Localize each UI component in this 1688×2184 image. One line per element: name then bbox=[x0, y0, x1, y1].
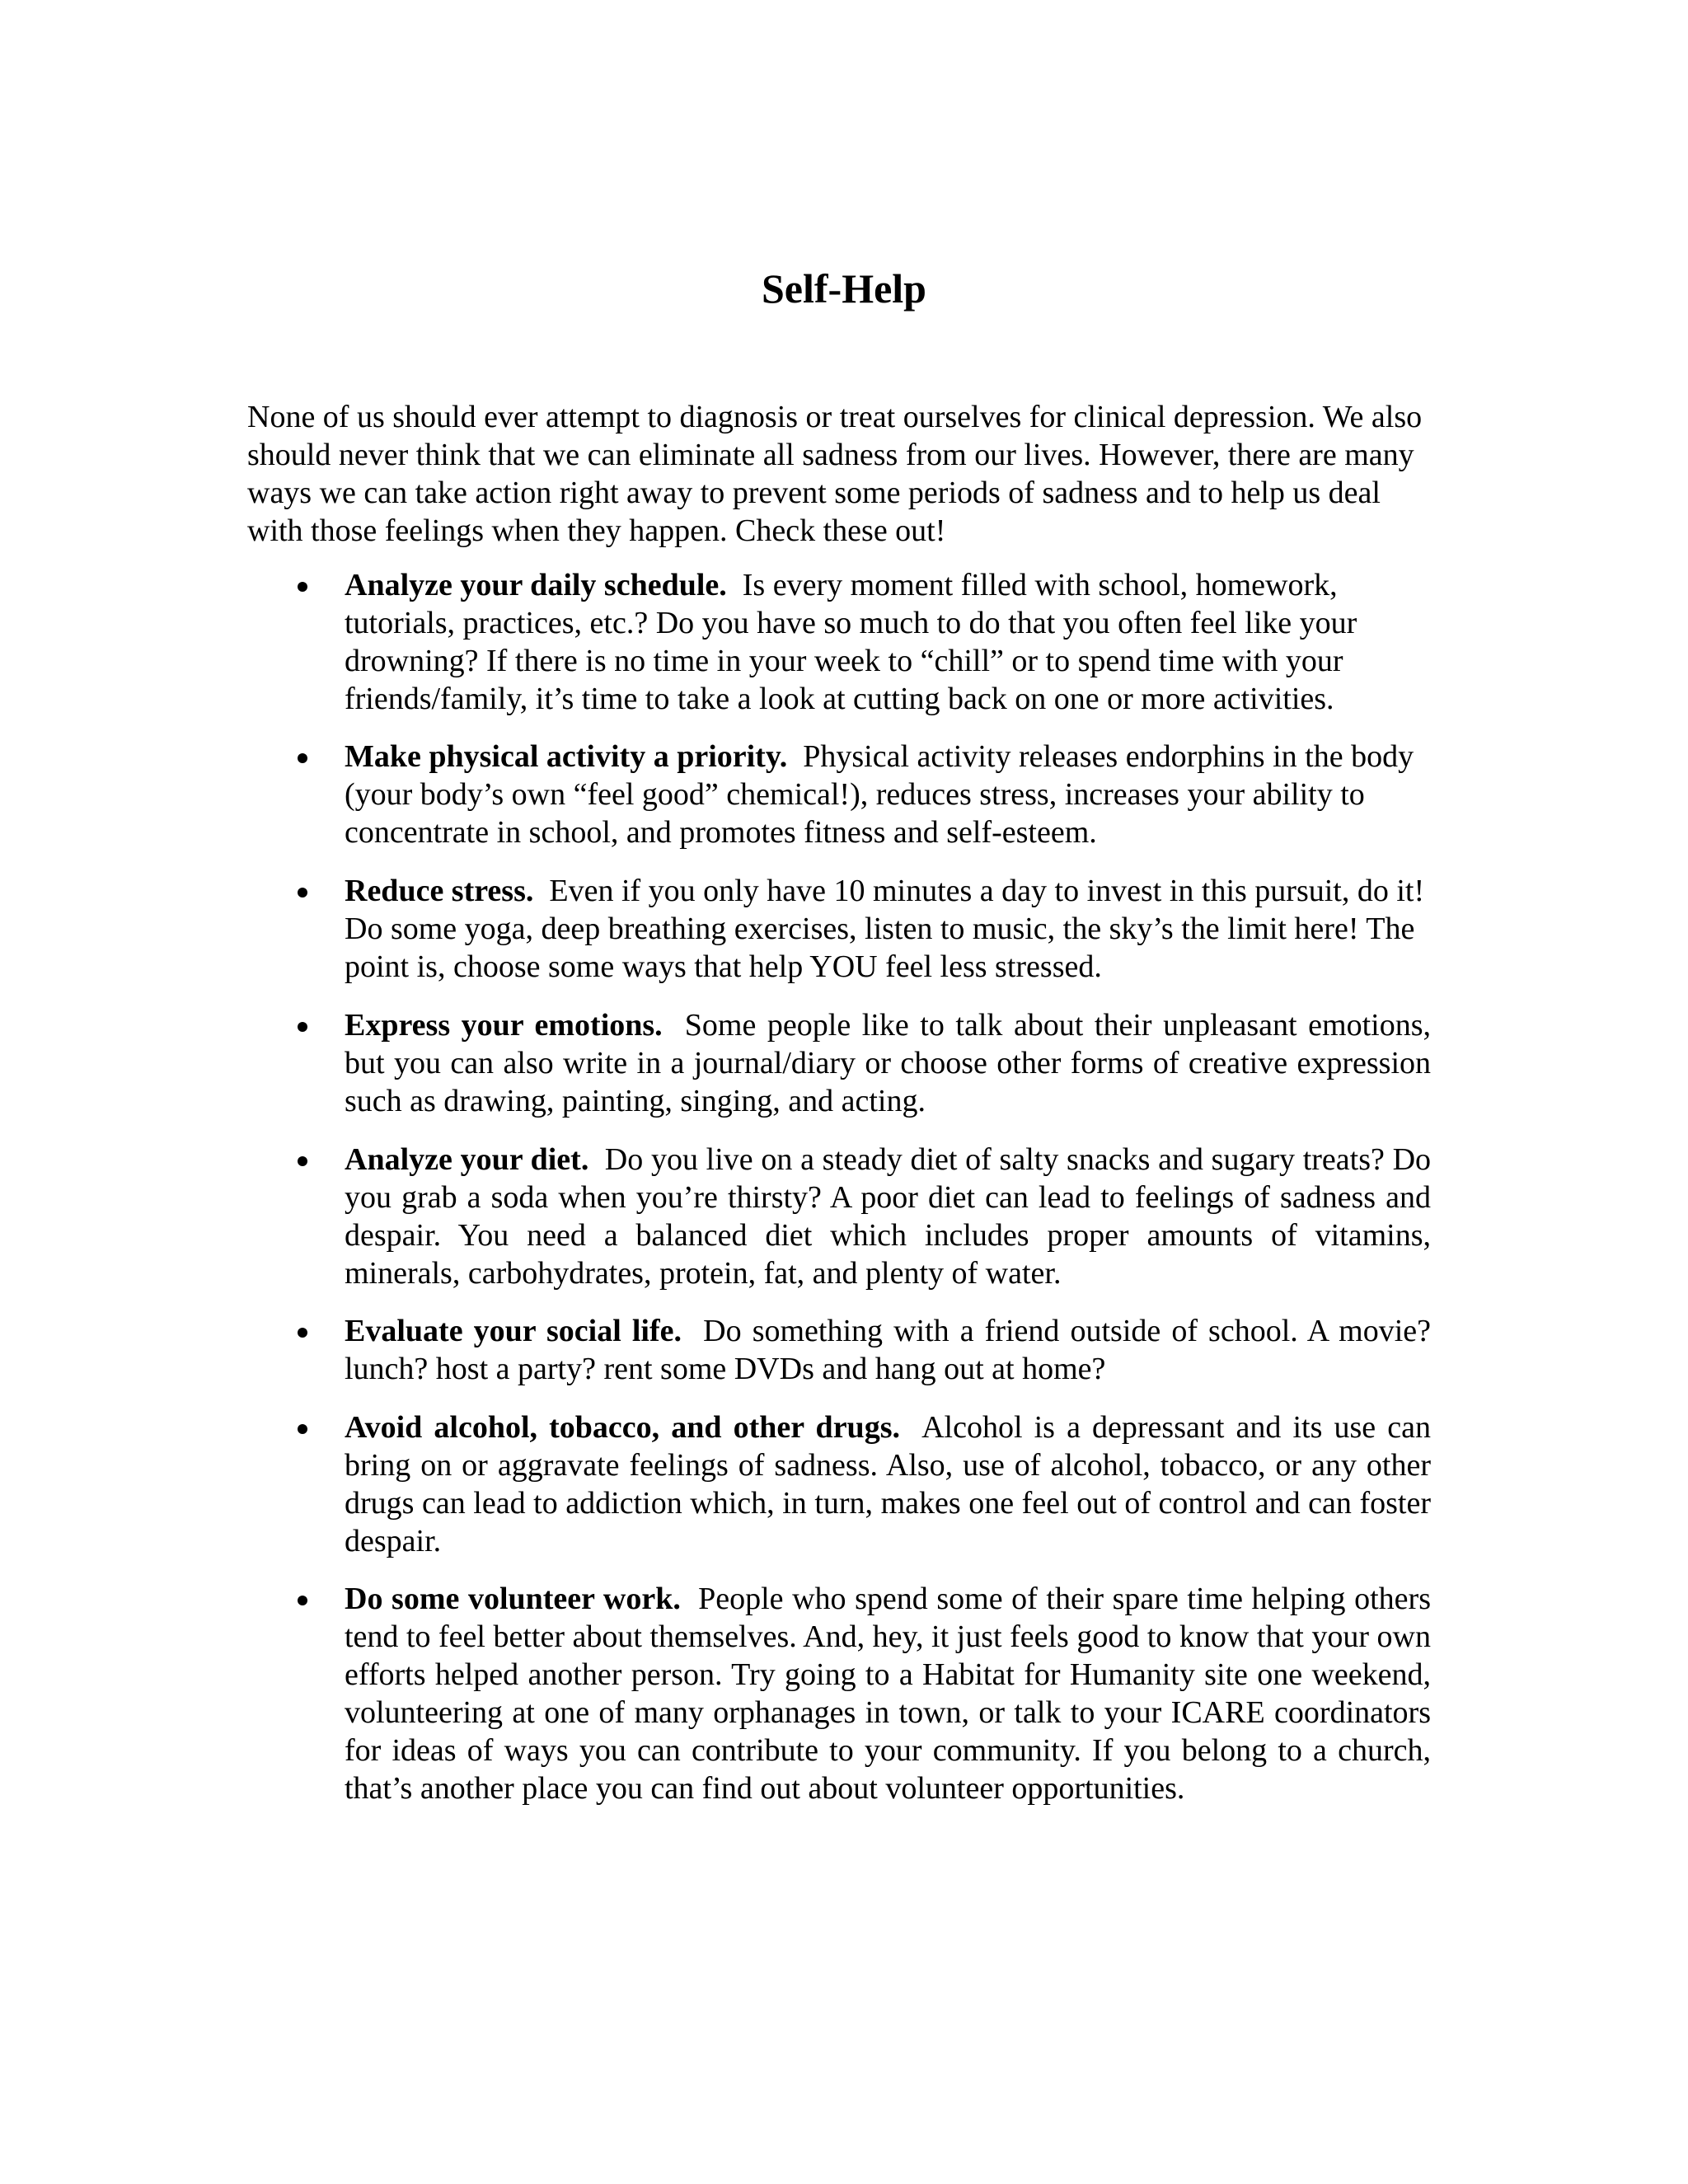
item-heading: Avoid alcohol, tobacco, and other drugs. bbox=[345, 1410, 900, 1445]
item-heading: Express your emotions. bbox=[345, 1008, 663, 1043]
list-item bbox=[345, 1141, 1431, 1292]
item-text: Even if you only have 10 minutes a day to invest in this pursuit, do it! Do some yoga, deep breathing exercises, listen to music, the sky’s the limit here! The point is, choose some ways that help YOU feel less stressed. bbox=[345, 874, 1425, 984]
item-text: Physical activity releases endorphins in the body (your body’s own “feel good” chemical!), reduces stress, increases your ability to concentrate in school, and promotes fitness and self-esteem. bbox=[345, 739, 1414, 850]
item-heading: Analyze your diet. bbox=[345, 1142, 589, 1177]
item-heading: Reduce stress. bbox=[345, 874, 534, 908]
list-item bbox=[345, 872, 1431, 986]
bullet-icon bbox=[298, 1022, 307, 1032]
bullet-icon bbox=[298, 753, 307, 763]
item-text: Alcohol is a depressant and its use can bring on or aggravate feelings of sadness. Also, use of alcohol, tobacco, or any other drugs can lead to addiction which, in turn, makes one feel out of control and can foster despair. bbox=[345, 1410, 1431, 1558]
bullet-icon bbox=[298, 582, 307, 592]
item-text: Some people like to talk about their unpleasant emotions, but you can also write in a journal/diary or choose other forms of creative expression such as drawing, painting, singing, and acting. bbox=[345, 1008, 1431, 1118]
list-item bbox=[345, 566, 1431, 718]
list-item bbox=[345, 1006, 1431, 1120]
item-text: Do something with a friend outside of school. A movie? lunch? host a party? rent some DVDs and hang out at home? bbox=[345, 1314, 1432, 1386]
item-text: Is every moment filled with school, homework, tutorials, practices, etc.? Do you have so much to do that you often feel like your drowning? If there is no time in your week to “chill” or to spend time with your friends/family, it’s time to take a look at cutting back on one or more activities. bbox=[345, 568, 1357, 716]
bullet-icon bbox=[298, 1596, 307, 1605]
item-heading: Evaluate your social life. bbox=[345, 1314, 682, 1348]
bullet-icon bbox=[298, 888, 307, 898]
item-text: Do you live on a steady diet of salty snacks and sugary treats? Do you grab a soda when you’re thirsty? A poor diet can lead to feelings of sadness and despair. You need a balanced diet which includes proper amounts of vitamins, minerals, carbohydrates, protein, fat, and plenty of water. bbox=[345, 1142, 1432, 1291]
item-heading: Analyze your daily schedule. bbox=[345, 568, 727, 602]
bullet-icon bbox=[298, 1424, 307, 1434]
item-heading: Make physical activity a priority. bbox=[345, 739, 788, 774]
intro-paragraph: None of us should ever attempt to diagnosis or treat ourselves for clinical depression. We also should never think that we can eliminate all sadness from our lives. However, there are many ways we can take action right away to prevent some periods of sadness and to help us deal with those feelings when they happen. Check these out! bbox=[247, 400, 1423, 548]
bullet-icon bbox=[298, 1328, 307, 1338]
list-item bbox=[345, 738, 1431, 851]
list-item bbox=[345, 1580, 1431, 1807]
list-item bbox=[345, 1312, 1431, 1388]
item-heading: Do some volunteer work. bbox=[345, 1582, 681, 1616]
bullet-icon bbox=[298, 1156, 307, 1166]
item-text: People who spend some of their spare time helping others tend to feel better about themselves. And, hey, it just feels good to know that your own efforts helped another person. Try going to a Habitat for Humanity site one weekend, volunteering at one of many orphanages in town, or talk to your ICARE coordinators for ideas of ways you can contribute to your community. If you belong to a church, that’s another place you can find out about volunteer opportunities. bbox=[345, 1582, 1431, 1806]
page-title: Self-Help bbox=[762, 265, 926, 312]
list-item bbox=[345, 1408, 1431, 1560]
